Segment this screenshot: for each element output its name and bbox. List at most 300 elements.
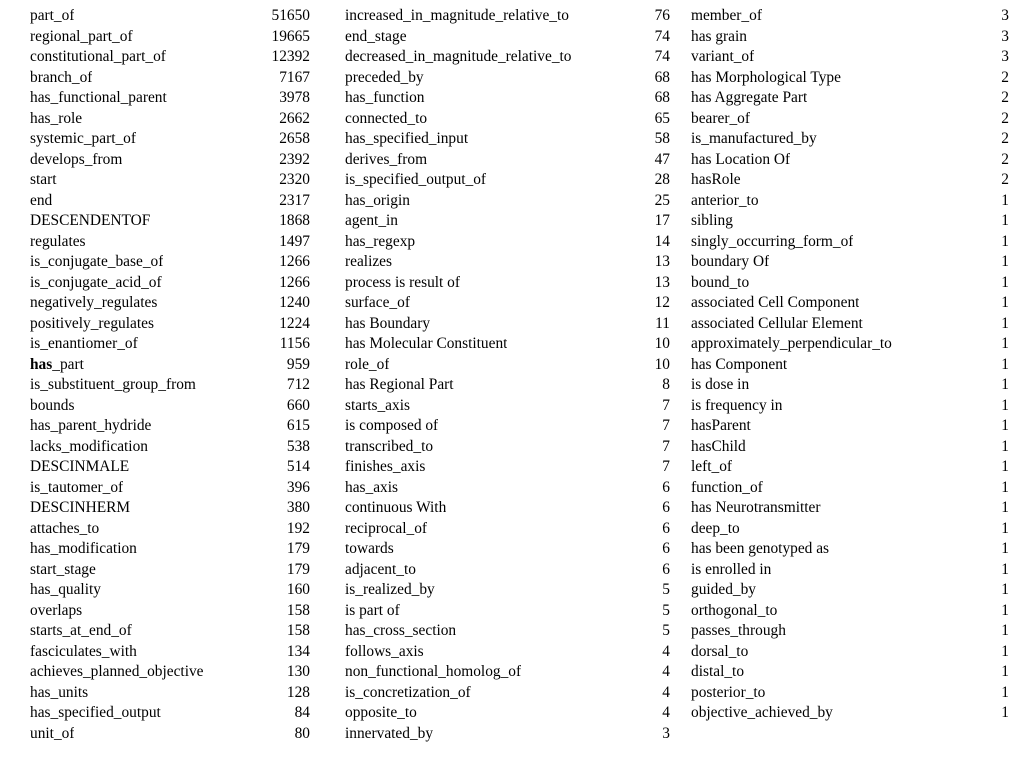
relation-name — [30, 601, 82, 622]
relation-row — [30, 273, 310, 294]
relation-count: 6 — [662, 478, 670, 496]
relation-name-text: has Boundary — [345, 314, 431, 332]
relation-name — [30, 191, 52, 212]
relation-name-text: follows_axis — [345, 642, 424, 660]
relation-row — [691, 457, 1009, 478]
relation-row — [30, 519, 310, 540]
relation-name — [691, 416, 751, 437]
relation-count: 3 — [1001, 48, 1009, 65]
relation-row — [345, 519, 670, 540]
relation-row — [345, 375, 670, 396]
relation-count: 1 — [1001, 704, 1009, 721]
relation-row — [345, 129, 670, 150]
relation-count: 660 — [286, 396, 310, 414]
relation-name — [345, 129, 468, 150]
relation-name-text: has_modification — [30, 540, 137, 557]
relation-name-text: realizes — [345, 253, 392, 270]
relation-row — [345, 273, 670, 294]
relation-row — [30, 375, 310, 396]
relation-name — [345, 601, 400, 622]
relation-row — [345, 539, 670, 560]
relation-name — [345, 47, 572, 68]
relation-row — [691, 580, 1009, 601]
relation-row — [691, 539, 1009, 560]
relation-name-text: is frequency in — [691, 396, 783, 414]
relation-name — [30, 375, 196, 396]
relation-name-text: has Neurotransmitter — [691, 499, 821, 516]
relation-count: 514 — [286, 458, 310, 475]
relation-count: 7 — [662, 417, 670, 434]
relation-count: 1 — [1001, 335, 1009, 352]
relation-count: 14 — [654, 232, 670, 250]
relation-count: 1 — [1001, 376, 1009, 393]
relation-count: 10 — [654, 355, 670, 373]
relation-name — [345, 683, 471, 704]
relation-name — [345, 334, 507, 355]
relation-name-text: sibling — [691, 212, 733, 229]
relation-column-2 — [345, 6, 670, 744]
relation-name-text: is dose in — [691, 376, 750, 393]
relation-count: 1 — [1001, 273, 1009, 291]
relation-row — [345, 437, 670, 458]
relation-name-text: is_conjugate_acid_of — [30, 273, 162, 291]
relation-count: 6 — [662, 519, 670, 537]
relation-count: 130 — [286, 663, 310, 680]
relation-name — [691, 519, 740, 540]
relation-name — [691, 683, 765, 704]
relation-row — [345, 68, 670, 89]
relation-count: 1 — [1001, 212, 1009, 229]
relation-row — [691, 68, 1009, 89]
relation-name-text: has_functional_parent — [30, 89, 167, 106]
relation-name-text: approximately_perpendicular_to — [691, 335, 892, 352]
relation-count: 380 — [286, 499, 310, 516]
relation-name-text: increased_in_magnitude_relative_to — [345, 7, 569, 24]
relation-count: 25 — [654, 191, 670, 209]
relation-name-text: has_specified_input — [345, 130, 469, 147]
relation-name — [345, 724, 433, 745]
relation-name-text: has Location Of — [691, 150, 791, 168]
relation-count: 3 — [662, 724, 670, 742]
relation-name — [691, 170, 741, 191]
relation-count: 1224 — [279, 314, 310, 332]
relation-name — [345, 498, 446, 519]
relation-row — [30, 27, 310, 48]
relation-name-text: towards — [345, 540, 394, 557]
relation-name-text: positively_regulates — [30, 314, 154, 332]
relation-name — [691, 232, 853, 253]
relation-name — [345, 293, 410, 314]
relation-count: 3 — [1001, 7, 1009, 24]
relation-name-text: has Molecular Constituent — [345, 335, 508, 352]
relation-name — [691, 273, 749, 294]
relation-row — [691, 88, 1009, 109]
relation-name — [691, 47, 754, 68]
relation-name — [345, 68, 424, 89]
relation-count: 128 — [286, 683, 310, 701]
relation-name-text: is_manufactured_by — [691, 130, 817, 147]
relation-name-text: is_enantiomer_of — [30, 335, 138, 352]
relation-count: 1 — [1001, 499, 1009, 516]
relation-count: 1 — [1001, 519, 1009, 537]
relation-name — [30, 334, 138, 355]
relation-row — [691, 150, 1009, 171]
relation-name-text: agent_in — [345, 212, 398, 229]
relation-name — [691, 375, 749, 396]
relation-count: 3978 — [279, 89, 310, 106]
relation-name — [30, 273, 162, 294]
relation-row — [30, 150, 310, 171]
relation-count: 19665 — [271, 27, 310, 45]
relation-name — [30, 416, 151, 437]
relation-name — [30, 150, 122, 171]
relation-count: 13 — [654, 273, 670, 291]
relation-name — [691, 27, 747, 48]
relation-name — [345, 560, 416, 581]
relation-row — [691, 621, 1009, 642]
relation-name — [30, 314, 154, 335]
relation-name-text: has_specified_output — [30, 704, 161, 721]
relation-row — [30, 642, 310, 663]
relation-name — [30, 683, 88, 704]
relation-row — [30, 416, 310, 437]
relation-name — [30, 68, 92, 89]
relation-name — [691, 539, 829, 560]
relation-row — [691, 47, 1009, 68]
relation-name — [30, 560, 96, 581]
relation-name — [30, 109, 82, 130]
relation-name-text: process is result of — [345, 273, 460, 291]
relation-name — [30, 642, 137, 663]
relation-count: 2317 — [279, 191, 310, 209]
relation-name — [345, 662, 521, 683]
relation-name — [345, 314, 430, 335]
relation-name-text: is composed of — [345, 417, 439, 434]
relation-row — [30, 68, 310, 89]
relation-name — [345, 519, 427, 540]
relation-row — [345, 27, 670, 48]
relation-count: 12392 — [271, 48, 310, 65]
relation-name-text: part_of — [30, 7, 75, 24]
relation-count: 5 — [662, 601, 670, 619]
relation-name-text: has_units — [30, 683, 89, 701]
relation-count: 4 — [662, 642, 670, 660]
relation-name — [30, 519, 99, 540]
relation-count: 179 — [286, 560, 310, 578]
relation-name — [691, 703, 833, 724]
relation-count: 7 — [662, 396, 670, 414]
relation-name-text: adjacent_to — [345, 560, 416, 578]
relation-row — [691, 396, 1009, 417]
relation-count: 47 — [654, 150, 670, 168]
relation-name-text: finishes_axis — [345, 458, 426, 475]
relation-name-text: achieves_planned_objective — [30, 663, 204, 680]
relation-row — [691, 662, 1009, 683]
relation-name-text: connected_to — [345, 109, 428, 127]
relation-row — [345, 642, 670, 663]
relation-count: 538 — [286, 437, 310, 455]
relation-row — [345, 232, 670, 253]
relation-row — [691, 416, 1009, 437]
relation-count: 7 — [662, 437, 670, 455]
relation-name — [691, 314, 863, 335]
relation-row — [30, 601, 310, 622]
relation-name-text: posterior_to — [691, 683, 766, 701]
relation-row — [691, 498, 1009, 519]
relation-name-text: preceded_by — [345, 68, 424, 86]
relation-row — [30, 683, 310, 704]
relation-name — [30, 232, 86, 253]
relation-row — [691, 642, 1009, 663]
relation-name-text: is enrolled in — [691, 560, 772, 578]
relation-name-text: start_stage — [30, 560, 96, 578]
relation-count: 2 — [1001, 150, 1009, 168]
relation-name-text: has Regional Part — [345, 376, 454, 393]
relation-name-text: dorsal_to — [691, 642, 749, 660]
relation-row — [691, 478, 1009, 499]
relation-name — [30, 498, 130, 519]
relation-count: 158 — [286, 622, 310, 639]
relation-name — [345, 232, 415, 253]
relation-name-text: anterior_to — [691, 191, 759, 209]
relation-name-text: DESCINHERM — [30, 499, 131, 516]
relation-name-text: continuous With — [345, 499, 447, 516]
relation-name-text: overlaps — [30, 601, 83, 619]
relation-row — [691, 703, 1009, 724]
relation-row — [345, 416, 670, 437]
relation-name — [345, 457, 425, 478]
relation-row — [345, 170, 670, 191]
relation-row — [691, 519, 1009, 540]
relation-name-text: function_of — [691, 478, 763, 496]
relation-name-text: member_of — [691, 7, 762, 24]
relation-row — [30, 314, 310, 335]
relation-row — [30, 191, 310, 212]
relation-row — [691, 6, 1009, 27]
relation-count: 1 — [1001, 417, 1009, 434]
relation-count: 4 — [662, 704, 670, 721]
relation-row — [345, 6, 670, 27]
relation-name-text: regional_part_of — [30, 27, 133, 45]
relation-row — [691, 273, 1009, 294]
relation-name — [691, 662, 744, 683]
relation-name-text: variant_of — [691, 48, 755, 65]
relation-count: 4 — [662, 663, 670, 680]
relation-name-text: start — [30, 171, 57, 188]
relation-name — [691, 457, 732, 478]
relation-name-text: bounds — [30, 396, 75, 414]
relation-count: 1 — [1001, 458, 1009, 475]
relation-column-1 — [30, 6, 310, 744]
relation-row — [691, 211, 1009, 232]
relation-name-text: DESCENDENTOF — [30, 212, 151, 229]
relation-name-text: _part — [52, 355, 84, 373]
relation-name — [691, 478, 763, 499]
relation-name-text: has_quality — [30, 581, 101, 598]
relation-name — [345, 642, 424, 663]
relation-name-text: end — [30, 191, 53, 209]
relation-name — [345, 539, 394, 560]
relation-name-text: hasParent — [691, 417, 751, 434]
relation-name — [30, 457, 129, 478]
relation-name — [345, 375, 454, 396]
relation-row — [691, 109, 1009, 130]
relation-count: 2 — [1001, 171, 1009, 188]
relation-name — [691, 355, 787, 376]
relation-row — [345, 211, 670, 232]
relation-name-text: has_cross_section — [345, 622, 457, 639]
relation-count: 160 — [286, 581, 310, 598]
relation-name — [30, 437, 148, 458]
relation-name-text: associated Cellular Element — [691, 314, 863, 332]
relation-name — [345, 621, 456, 642]
relation-name — [345, 109, 427, 130]
relation-name — [345, 580, 435, 601]
relation-name-text: fasciculates_with — [30, 642, 137, 660]
relation-name-bold-prefix: has — [30, 355, 53, 373]
relation-name-text: reciprocal_of — [345, 519, 428, 537]
relation-name-text: surface_of — [345, 294, 410, 311]
relation-name — [691, 88, 807, 109]
relation-row — [345, 334, 670, 355]
relation-name — [30, 293, 157, 314]
relation-row — [691, 437, 1009, 458]
relation-count: 1 — [1001, 622, 1009, 639]
relation-row — [691, 355, 1009, 376]
relation-count: 1 — [1001, 683, 1009, 701]
relation-name — [691, 437, 746, 458]
relation-name — [691, 396, 782, 417]
relation-count: 12 — [654, 294, 670, 311]
relation-count: 1 — [1001, 663, 1009, 680]
relation-name-text: innervated_by — [345, 724, 434, 742]
relation-row — [345, 47, 670, 68]
relation-name-text: role_of — [345, 355, 390, 373]
relation-name-text: bound_to — [691, 273, 750, 291]
relation-column-3 — [691, 6, 1009, 724]
relation-name-text: has Morphological Type — [691, 68, 841, 86]
relation-name-text: regulates — [30, 232, 86, 250]
relation-name-text: decreased_in_magnitude_relative_to — [345, 48, 572, 65]
relation-count: 4 — [662, 683, 670, 701]
relation-count: 13 — [654, 253, 670, 270]
relation-row — [345, 683, 670, 704]
relation-row — [345, 662, 670, 683]
relation-name-text: has_parent_hydride — [30, 417, 152, 434]
relation-name-text: passes_through — [691, 622, 786, 639]
relation-name-text: objective_achieved_by — [691, 704, 833, 721]
relation-name-text: has been genotyped as — [691, 540, 830, 557]
relation-count: 7167 — [279, 68, 310, 86]
relation-name-text: non_functional_homolog_of — [345, 663, 522, 680]
relation-name — [30, 27, 133, 48]
relation-name — [30, 662, 204, 683]
relation-count: 1 — [1001, 581, 1009, 598]
relation-row — [30, 170, 310, 191]
relation-count: 51650 — [271, 7, 310, 24]
relation-count: 2 — [1001, 130, 1009, 147]
relation-name — [30, 211, 150, 232]
relation-count: 1266 — [279, 273, 310, 291]
relation-row — [345, 191, 670, 212]
relation-count: 5 — [662, 581, 670, 598]
relation-name — [345, 478, 398, 499]
relation-name-text: is_realized_by — [345, 581, 435, 598]
relation-name-text: is part of — [345, 601, 400, 619]
relation-count: 1 — [1001, 601, 1009, 619]
relation-name — [345, 252, 392, 273]
relation-count: 2 — [1001, 89, 1009, 106]
relation-count: 1 — [1001, 396, 1009, 414]
relation-name — [691, 621, 786, 642]
relation-row — [30, 498, 310, 519]
relation-name — [30, 170, 57, 191]
relation-name-text: left_of — [691, 458, 733, 475]
relation-row — [30, 47, 310, 68]
relation-count: 65 — [654, 109, 670, 127]
relation-name-text: attaches_to — [30, 519, 100, 537]
relation-name — [345, 355, 389, 376]
relation-count: 68 — [654, 89, 670, 106]
relation-name-text: is_concretization_of — [345, 683, 471, 701]
relation-count: 1240 — [279, 294, 310, 311]
relation-name — [345, 273, 460, 294]
relation-name-text: has grain — [691, 27, 747, 45]
relation-row — [691, 293, 1009, 314]
relation-count: 1 — [1001, 642, 1009, 660]
relation-name-text: distal_to — [691, 663, 745, 680]
relation-row — [30, 560, 310, 581]
relation-name — [691, 560, 771, 581]
relation-row — [30, 437, 310, 458]
relation-name — [691, 252, 769, 273]
relation-row — [30, 580, 310, 601]
relation-count: 1 — [1001, 294, 1009, 311]
relation-name — [691, 334, 892, 355]
relation-name — [30, 88, 167, 109]
relation-row — [30, 6, 310, 27]
relation-name-text: constitutional_part_of — [30, 48, 166, 65]
relation-row — [691, 129, 1009, 150]
relation-row — [345, 314, 670, 335]
relation-row — [30, 662, 310, 683]
relation-row — [30, 109, 310, 130]
relation-name — [691, 150, 790, 171]
relation-count: 74 — [654, 48, 670, 65]
relation-name — [30, 539, 137, 560]
relation-count: 10 — [654, 335, 670, 352]
relation-name — [691, 129, 817, 150]
relation-name — [691, 191, 759, 212]
relation-name-text: is_tautomer_of — [30, 478, 124, 496]
relation-name — [30, 252, 163, 273]
relation-name — [691, 642, 748, 663]
relation-name — [345, 211, 398, 232]
relation-name — [30, 478, 123, 499]
relation-row — [691, 27, 1009, 48]
relation-count: 712 — [286, 376, 310, 393]
relation-count: 11 — [655, 314, 670, 332]
relation-name-text: deep_to — [691, 519, 740, 537]
relation-row — [345, 498, 670, 519]
relation-row — [691, 232, 1009, 253]
relation-count: 17 — [654, 212, 670, 229]
relation-name — [30, 6, 74, 27]
relation-row — [691, 170, 1009, 191]
relation-count: 1 — [1001, 478, 1009, 496]
relation-name — [691, 498, 821, 519]
relation-name — [30, 621, 132, 642]
